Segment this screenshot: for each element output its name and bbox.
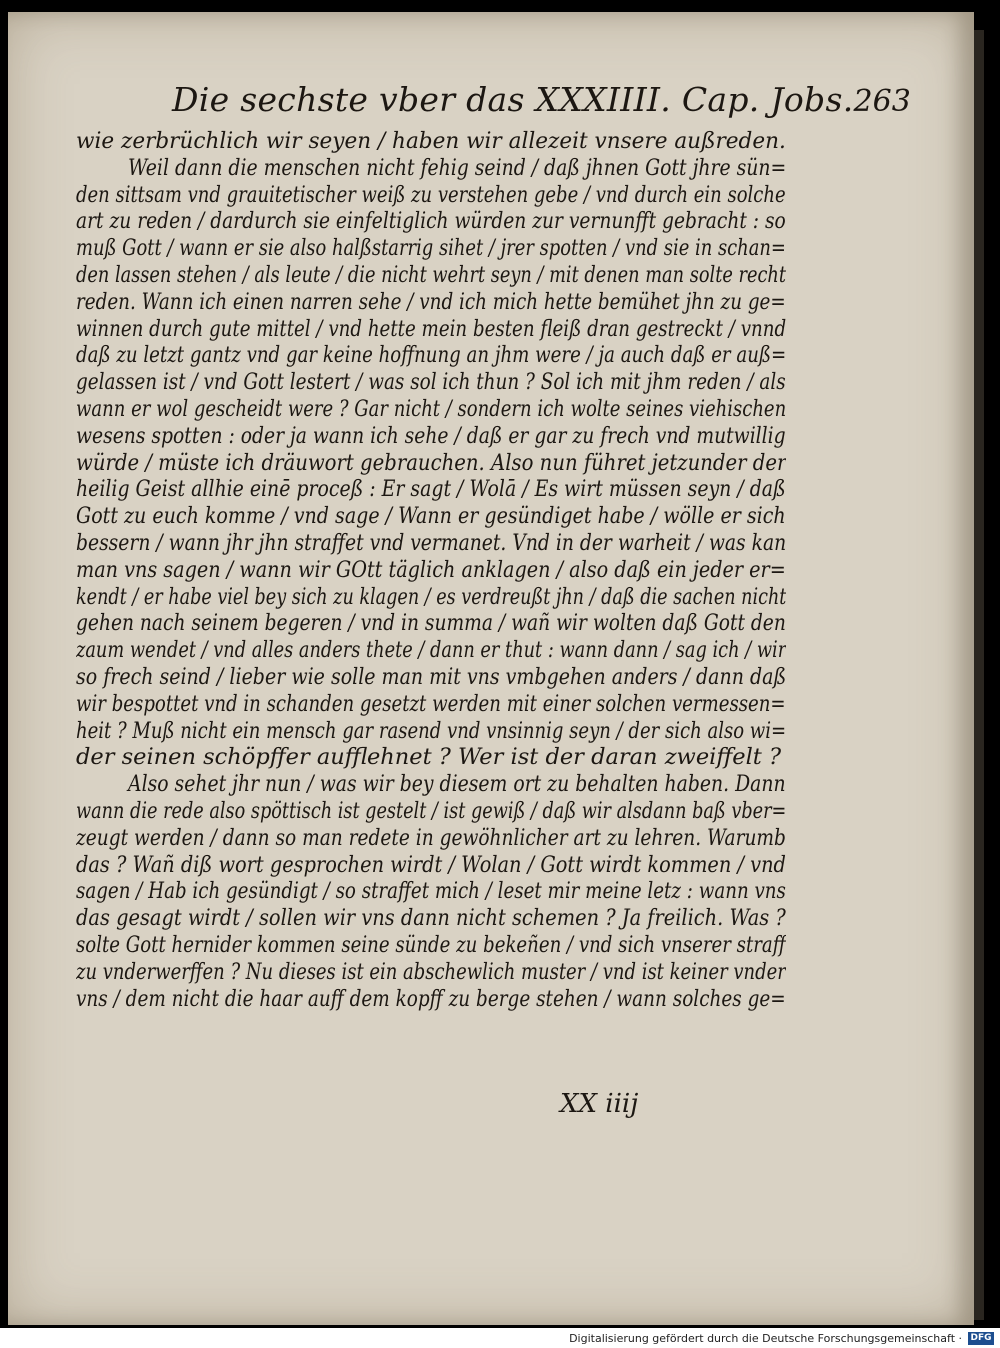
text-line: zaum wendet / vnd alles anders thete / dann er thut : wann dann / sag ich / wir bbox=[76, 637, 786, 664]
text-line: zu vnderwerffen ? Nu dieses ist ein abschewlich muster / vnd ist keiner vnder bbox=[76, 958, 786, 985]
text-line: das gesagt wirdt / sollen wir vns dann nicht schemen ? Ja freilich. Was ? bbox=[76, 905, 786, 932]
text-line: sagen / Hab ich gesündigt / so straffet mich / leset mir meine letz : wann vns bbox=[76, 878, 786, 905]
text-line: der seinen schöpffer aufflehnet ? Wer ist der daran zweiffelt ? bbox=[76, 744, 782, 771]
text-line: wesens spotten : oder ja wann ich sehe / daß er gar zu frech vnd mutwillig bbox=[76, 422, 786, 449]
running-head-title: Die sechste vber das XXXIIII. Cap. Jobs. bbox=[172, 80, 854, 119]
page-edge bbox=[974, 30, 984, 1320]
text-line: art zu reden / dardurch sie einfeltiglich würden zur vernunfft gebracht : so bbox=[76, 208, 786, 235]
text-line: Also sehet jhr nun / was wir bey diesem ort zu behalten haben. Dann bbox=[128, 771, 786, 798]
signature-mark: XX iiij bbox=[560, 1089, 639, 1119]
text-line: man vns sagen / wann wir GOtt täglich anklagen / also daß ein jeder er= bbox=[76, 556, 786, 583]
text-line: gelassen ist / vnd Gott lestert / was sol ich thun ? Sol ich mit jhm reden / als bbox=[76, 369, 786, 396]
text-line: kendt / er habe viel bey sich zu klagen / es verdreußt jhn / daß die sachen nicht bbox=[76, 583, 786, 610]
text-line: solte Gott hernider kommen seine sünde zu bekeñen / vnd sich vnserer straff bbox=[76, 931, 786, 958]
text-line: würde / müste ich dräuwort gebrauchen. Also nun führet jetzunder der bbox=[76, 449, 786, 476]
text-line: wir bespottet vnd in schanden gesetzt werden mit einer solchen vermessen= bbox=[76, 690, 786, 717]
text-line: Gott zu euch komme / vnd sage / Wann er gesündiget habe / wölle er sich bbox=[76, 503, 786, 530]
text-line: den sittsam vnd grauitetischer weiß zu verstehen gebe / vnd durch ein solche bbox=[76, 181, 786, 208]
text-line: zeugt werden / dann so man redete in gewöhnlicher art zu lehren. Warumb bbox=[76, 824, 786, 851]
text-line: heilig Geist allhie einē proceß : Er sagt / Wolā / Es wirt müssen seyn / daß bbox=[76, 476, 786, 503]
footer-bar bbox=[0, 1328, 1000, 1348]
text-line: gehen nach seinem begeren / vnd in summa / wañ wir wolten daß Gott den bbox=[76, 610, 786, 637]
footer-credit: Digitalisierung gefördert durch die Deutsche Forschungsgemeinschaft · bbox=[569, 1331, 962, 1345]
text-line: bessern / wann jhr jhn straffet vnd vermanet. Vnd in der warheit / was kan bbox=[76, 529, 786, 556]
text-line: daß zu letzt gantz vnd gar keine hoffnung an jhm were / ja auch daß er auß= bbox=[76, 342, 786, 369]
text-line: reden. Wann ich einen narren sehe / vnd ich mich hette bemühet jhn zu ge= bbox=[76, 288, 786, 315]
dfg-logo-icon[interactable]: DFG bbox=[968, 1332, 994, 1345]
text-line: Weil dann die menschen nicht fehig seind / daß jhnen Gott jhre sün= bbox=[128, 154, 786, 181]
text-line: winnen durch gute mittel / vnd hette mein besten fleiß dran gestreckt / vnnd bbox=[76, 315, 786, 342]
text-line: das ? Wañ diß wort gesprochen wirdt / Wolan / Gott wirdt kommen / vnd bbox=[76, 851, 786, 878]
text-line: muß Gott / wann er sie also halßstarrig sihet / jrer spotten / vnd sie in schan= bbox=[76, 235, 786, 262]
text-line: wann die rede also spöttisch ist gestelt / ist gewiß / daß wir alsdann baß vber= bbox=[76, 797, 786, 824]
text-line: wann er wol gescheidt were ? Gar nicht / sondern ich wolte seines viehischen bbox=[76, 395, 786, 422]
running-head bbox=[172, 80, 911, 124]
body-text bbox=[76, 128, 786, 1012]
text-line: vns / dem nicht die haar auff dem kopff zu berge stehen / wann solches ge= bbox=[76, 985, 786, 1012]
text-line: wie zerbrüchlich wir seyen / haben wir allezeit vnsere außreden. bbox=[76, 128, 786, 154]
page-number: 263 bbox=[853, 84, 911, 119]
text-line: heit ? Muß nicht ein mensch gar rasend vnd vnsinnig seyn / der sich also wi= bbox=[76, 717, 786, 744]
text-line: den lassen stehen / als leute / die nicht wehrt seyn / mit denen man solte recht bbox=[76, 261, 786, 288]
text-line: so frech seind / lieber wie solle man mit vns vmbgehen anders / dann daß bbox=[76, 663, 786, 690]
